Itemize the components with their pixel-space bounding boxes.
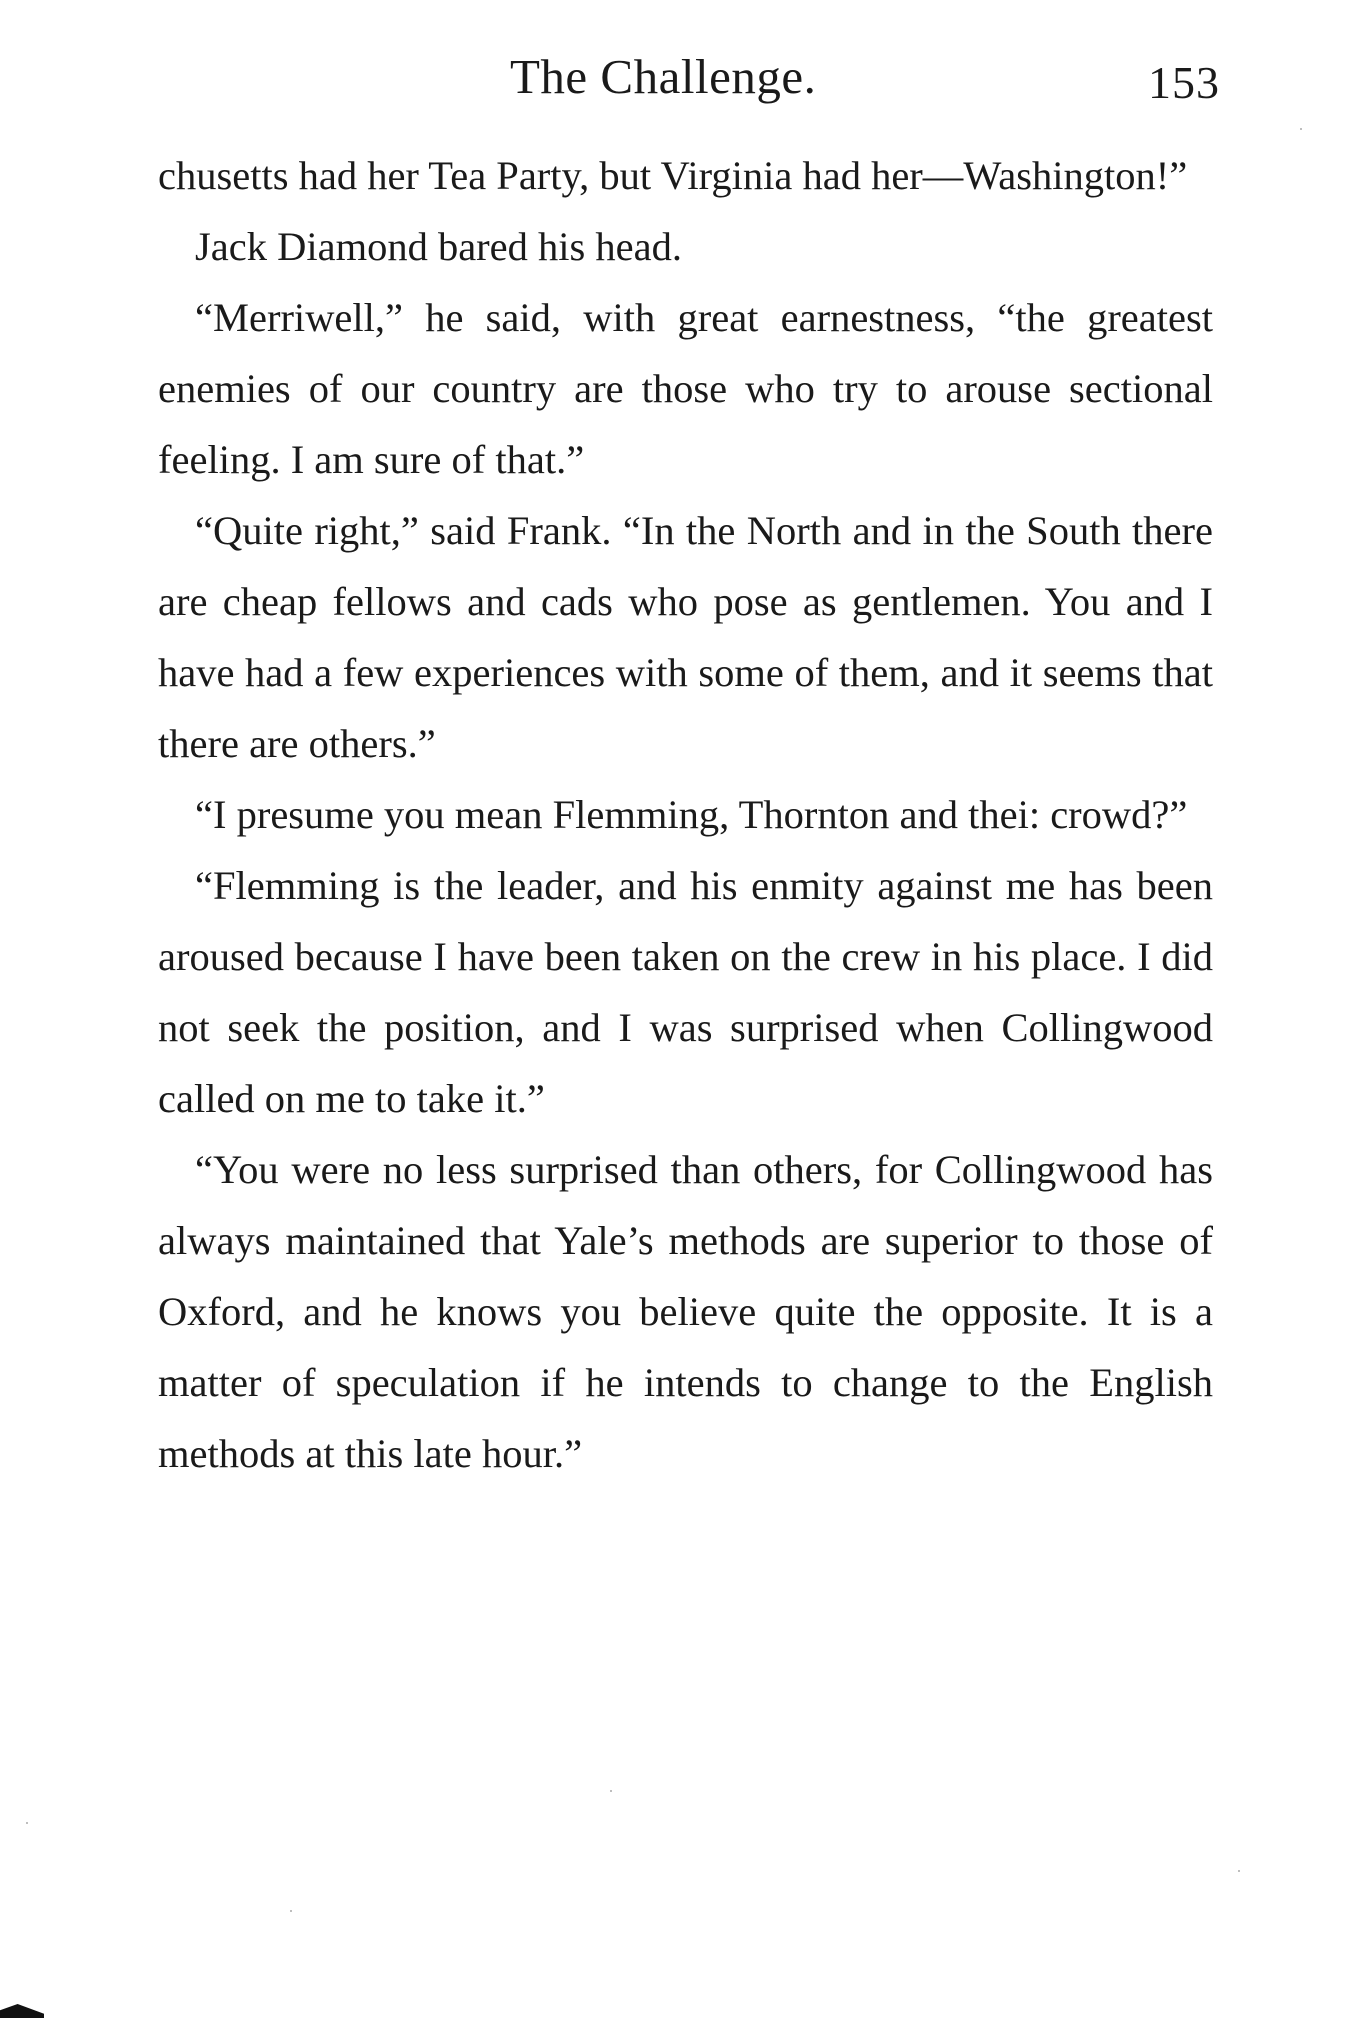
- paragraph: “Merriwell,” he said, with great earnestness, “the greatest enemies of our country are those who try to arouse sectional feeling. I am sure of that.”: [158, 295, 1213, 482]
- scan-edge-mark: [0, 2004, 44, 2018]
- paper-speck: [1300, 128, 1302, 130]
- paper-speck: [610, 1790, 612, 1792]
- body-text: [158, 140, 1213, 1489]
- running-title: The Challenge.: [510, 49, 817, 104]
- paper-speck: [1238, 1870, 1240, 1872]
- running-head: [0, 48, 1363, 118]
- paragraph: “I presume you mean Flemming, Thornton and thei: crowd?”: [195, 792, 1188, 837]
- paragraph: Jack Diamond bared his head.: [195, 224, 682, 269]
- paragraph-continuation: chusetts had her Tea Party, but Virginia had her—Washington!”: [158, 153, 1188, 198]
- paragraph: “Quite right,” said Frank. “In the North and in the South there are cheap fellows and cads who pose as gentlemen. You and I have had a few experiences with some of them, and it seems that there are others.”: [158, 508, 1213, 766]
- paragraph: “Flemming is the leader, and his enmity against me has been aroused because I have been taken on the crew in his place. I did not seek the position, and I was surprised when Collingwood called on me to take it.”: [158, 863, 1213, 1121]
- paragraph: “You were no less surprised than others, for Collingwood has always maintained that Yale’s methods are superior to those of Oxford, and he knows you believe quite the opposite. It is a matter of speculation if he intends to change to the English methods at this late hour.”: [158, 1147, 1213, 1476]
- paper-speck: [290, 1910, 292, 1912]
- page-number: 153: [1148, 57, 1220, 108]
- paper-speck: [26, 1822, 28, 1824]
